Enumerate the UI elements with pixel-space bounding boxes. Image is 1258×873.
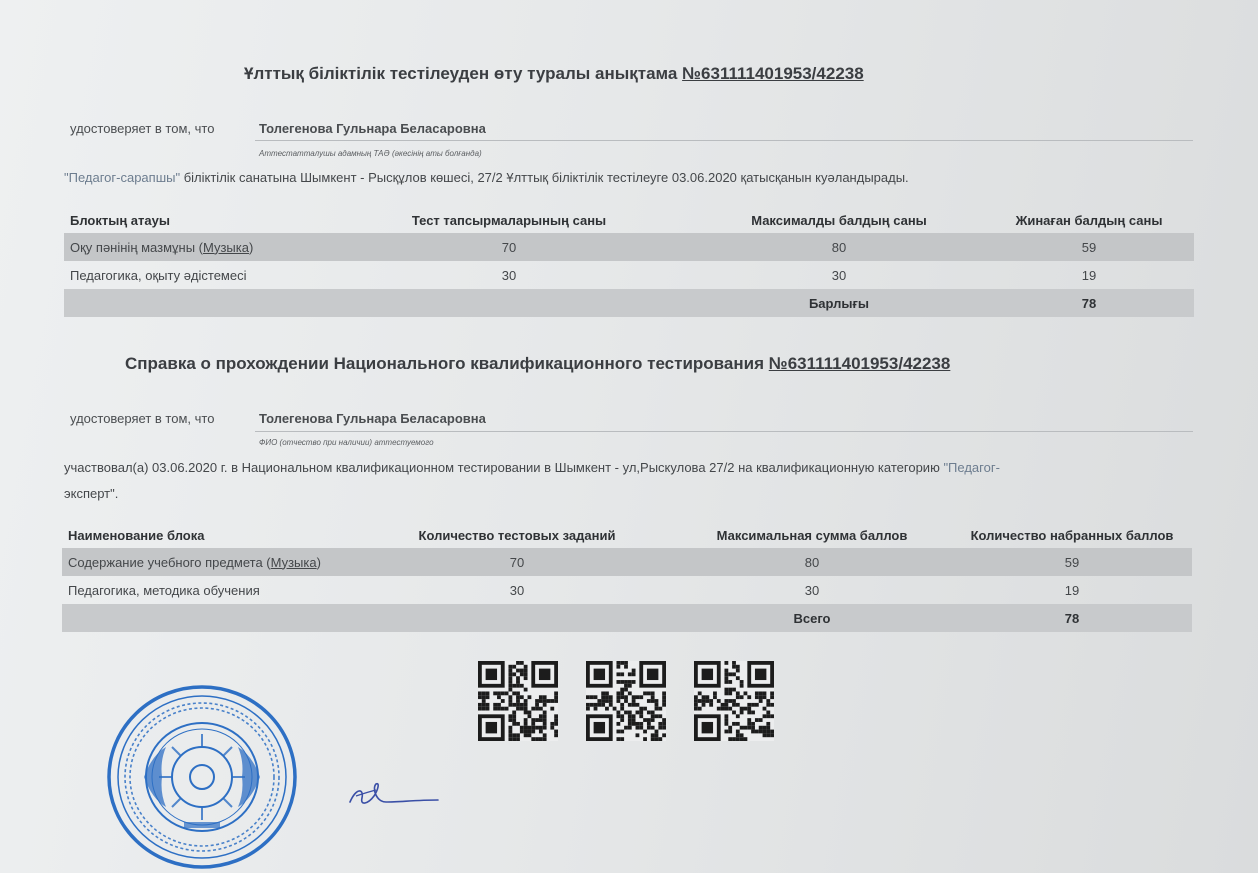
kz-row1-block: Оқу пәнінің мазмұны (Музыка) <box>64 233 324 261</box>
kz-row2-block: Педагогика, оқыту әдістемесі <box>70 267 247 283</box>
ru-category-quote-end: эксперт" <box>64 486 115 501</box>
ru-total-row <box>62 604 1192 632</box>
kz-header-max: Максималды балдың саны <box>751 212 927 228</box>
ru-row1-score: 59 <box>952 548 1192 576</box>
ru-header-block: Наименование блока <box>68 527 205 543</box>
ru-results-table <box>62 522 1192 632</box>
kz-statement <box>64 165 1194 191</box>
table-row <box>64 261 1194 289</box>
kz-certificate-number: №631111401953/42238 <box>682 64 864 83</box>
kz-title-text: Ұлттық біліктілік тестілеуден өту туралы анықтама <box>244 64 678 83</box>
ru-row2-block: Педагогика, методика обучения <box>68 582 260 598</box>
kz-row1-subject: Музыка <box>203 239 249 255</box>
ru-title-text: Справка о прохождении Национального квалификационного тестирования <box>125 354 765 373</box>
ru-row2-tasks: 30 <box>509 582 525 598</box>
ru-total-label: Всего <box>672 604 952 632</box>
ru-total-value: 78 <box>952 604 1192 632</box>
kz-header-score: Жинаған балдың саны <box>1015 212 1163 228</box>
kz-total-label: Барлығы <box>694 289 984 317</box>
ru-category-quote: "Педагог- <box>943 460 1000 475</box>
kz-row2-score: 19 <box>1081 267 1097 283</box>
ru-name-hint: ФИО (отчество при наличии) аттестуемого <box>259 438 434 447</box>
ru-statement-start: участвовал(а) 03.06.2020 г. в Национальном квалификационном тестировании в Шымкент - ул,Рыскулова 27/2 на квалификационную категорию <box>64 460 944 475</box>
ru-statement <box>64 455 1194 507</box>
signature <box>346 776 442 810</box>
qr-code-3 <box>694 661 774 741</box>
kz-total-row <box>64 289 1194 317</box>
qr-code-2 <box>586 661 666 741</box>
qr-code-1 <box>478 661 558 741</box>
kz-row2-max: 30 <box>831 267 847 283</box>
ru-table-header <box>62 522 1192 548</box>
ru-row1-block: Содержание учебного предмета (Музыка) <box>62 548 362 576</box>
ru-title <box>125 354 950 374</box>
kz-category-quote: "Педагог-сарапшы" <box>64 170 181 185</box>
ru-row2-score: 19 <box>1064 582 1080 598</box>
official-stamp <box>104 682 300 872</box>
ru-name-underline <box>255 431 1193 432</box>
kz-statement-rest: біліктілік санатына Шымкент - Рысқұлов көшесі, 27/2 Ұлттық біліктілік тестілеуге 03.06.2020 қатысқанын куәландырады. <box>180 170 909 185</box>
kz-results-table <box>64 207 1194 317</box>
ru-row1-tasks: 70 <box>362 548 672 576</box>
kz-title <box>244 64 864 84</box>
kz-row1-score: 59 <box>984 233 1194 261</box>
ru-header-max: Максимальная сумма баллов <box>716 527 908 543</box>
kz-header-tasks: Тест тапсырмаларының саны <box>411 212 607 228</box>
table-row <box>62 548 1192 576</box>
kz-table-header <box>64 207 1194 233</box>
kz-person-name: Толегенова Гульнара Беласаровна <box>259 121 486 136</box>
ru-row1-max: 80 <box>672 548 952 576</box>
table-row <box>64 233 1194 261</box>
ru-person-name: Толегенова Гульнара Беласаровна <box>259 411 486 426</box>
ru-header-tasks: Количество тестовых заданий <box>418 527 616 543</box>
kz-name-hint: Аттестатталушы адамның ТАӘ (әкесінің аты болғанда) <box>259 149 482 158</box>
kz-total-value: 78 <box>984 289 1194 317</box>
ru-header-score: Количество набранных баллов <box>970 527 1174 543</box>
table-row <box>62 576 1192 604</box>
kz-certifies-label: удостоверяет в том, что <box>70 121 215 136</box>
ru-row2-max: 30 <box>804 582 820 598</box>
ru-certifies-label: удостоверяет в том, что <box>70 411 215 426</box>
kz-name-underline <box>255 140 1193 141</box>
ru-certificate-number: №631111401953/42238 <box>768 354 951 373</box>
ru-statement-end: . <box>114 486 119 501</box>
kz-header-block: Блоктың атауы <box>70 212 170 228</box>
ru-row1-subject: Музыка <box>270 554 317 570</box>
kz-row2-tasks: 30 <box>501 267 517 283</box>
kz-row1-tasks: 70 <box>324 233 694 261</box>
kz-row1-max: 80 <box>694 233 984 261</box>
